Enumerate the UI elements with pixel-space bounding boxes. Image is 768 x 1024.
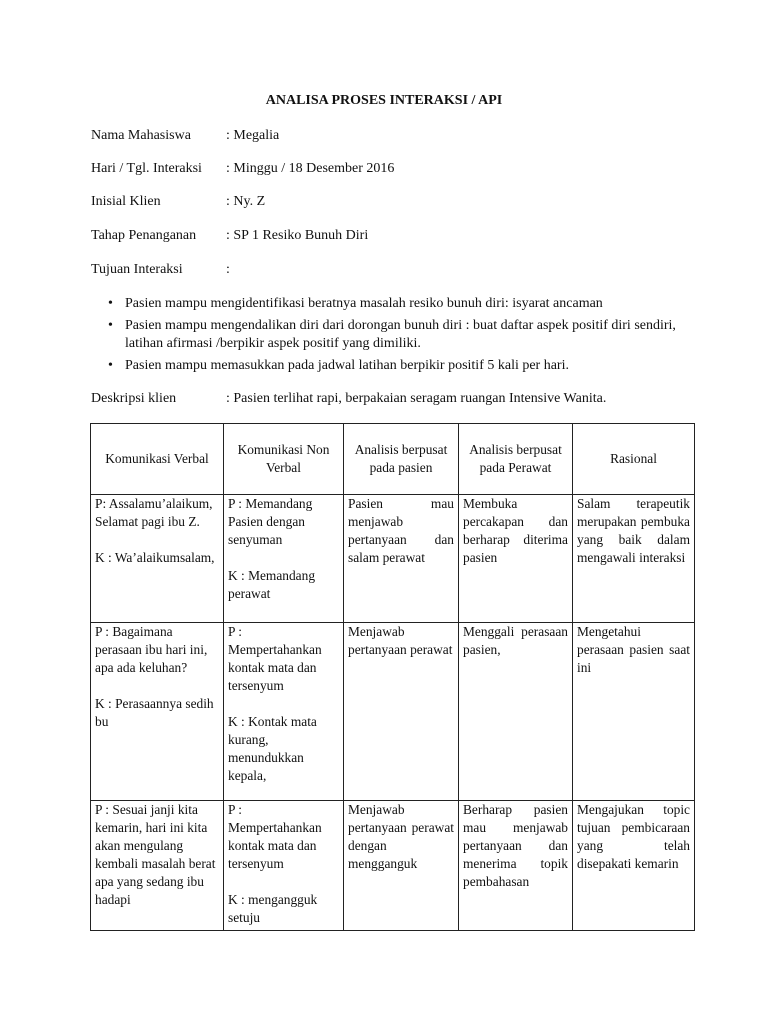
field-label: Nama Mahasiswa xyxy=(91,128,191,143)
list-item xyxy=(108,317,678,353)
field-value: : xyxy=(226,262,230,277)
cell-rasional: Salam terapeutik merupakan pembuka yang baik dalam mengawali interaksi xyxy=(573,495,695,623)
field-label: Tujuan Interaksi xyxy=(91,262,183,277)
cell-analisis-pasien: Menjawab pertanyaan perawat xyxy=(344,623,459,801)
field-label: Inisial Klien xyxy=(91,194,161,209)
table-header-row xyxy=(91,424,695,495)
bullet-icon: • xyxy=(108,358,113,373)
objective-text: Pasien mampu mengidentifikasi beratnya masalah resiko bunuh diri: isyarat ancaman xyxy=(125,296,603,311)
nonverbal-klien: K : mengangguk setuju xyxy=(228,892,318,925)
field-nama-mahasiswa xyxy=(91,128,279,144)
objective-text: Pasien mampu mengendalikan diri dari dorongan bunuh diri : buat daftar aspek positif diri sendiri, latihan afirmasi /berpikir aspek positif yang dimiliki. xyxy=(125,318,676,351)
cell-non-verbal xyxy=(224,495,344,623)
verbal-perawat: P : Sesuai janji kita kemarin, hari ini kita akan mengulang kembali masalah berat apa yang sedang ibu hadapi xyxy=(95,802,216,907)
header-verbal: Komunikasi Verbal xyxy=(91,424,224,495)
description-label: Deskripsi klien xyxy=(91,391,177,406)
cell-rasional: Mengajukan topic tujuan pembicaraan yang telah disepakati kemarin xyxy=(573,801,695,931)
header-analisis-perawat: Analisis berpusat pada Perawat xyxy=(459,424,573,495)
cell-non-verbal xyxy=(224,801,344,931)
nonverbal-klien: K : Memandang perawat xyxy=(228,568,316,601)
cell-rasional: Mengetahui perasaan pasien saat ini xyxy=(573,623,695,801)
cell-non-verbal xyxy=(224,623,344,801)
verbal-klien: K : Wa’alaikumsalam, xyxy=(95,550,215,565)
bullet-icon: • xyxy=(108,296,113,311)
cell-analisis-perawat: Berharap pasien mau menjawab pertanyaan dan menerima topik pembahasan xyxy=(459,801,573,931)
header-non-verbal: Komunikasi Non Verbal xyxy=(224,424,344,495)
field-tujuan-interaksi xyxy=(91,262,230,278)
document-title: ANALISA PROSES INTERAKSI / API xyxy=(265,93,503,108)
objective-text: Pasien mampu memasukkan pada jadwal latihan berpikir positif 5 kali per hari. xyxy=(125,358,569,373)
cell-verbal xyxy=(91,495,224,623)
cell-analisis-perawat: Membuka percakapan dan berharap diterima pasien xyxy=(459,495,573,623)
list-item xyxy=(108,295,678,313)
verbal-perawat: P : Bagaimana perasaan ibu hari ini, apa ada keluhan? xyxy=(95,624,208,675)
field-hari-tanggal xyxy=(91,161,394,177)
nonverbal-klien: K : Kontak mata kurang, menundukkan kepala, xyxy=(228,714,317,783)
list-item xyxy=(108,357,678,375)
nonverbal-perawat: P : Mempertahankan kontak mata dan tersenyum xyxy=(228,802,322,871)
table-row xyxy=(91,623,695,801)
bullet-icon: • xyxy=(108,318,113,333)
field-inisial-klien xyxy=(91,194,265,210)
verbal-klien: K : Perasaannya sedih bu xyxy=(95,696,214,729)
header-analisis-pasien: Analisis berpusat pada pasien xyxy=(344,424,459,495)
client-description xyxy=(91,391,606,407)
field-label: Tahap Penanganan xyxy=(91,228,197,243)
field-label: Hari / Tgl. Interaksi xyxy=(91,161,202,176)
table-row xyxy=(91,801,695,931)
field-value: : Ny. Z xyxy=(226,194,266,209)
nonverbal-perawat: P : Mempertahankan kontak mata dan tersenyum xyxy=(228,624,322,693)
field-value: : Minggu / 18 Desember 2016 xyxy=(226,161,395,176)
table-row xyxy=(91,495,695,623)
verbal-perawat: P: Assalamu’alaikum, Selamat pagi ibu Z. xyxy=(95,496,213,529)
cell-analisis-pasien: Menjawab pertanyaan perawat dengan mengganguk xyxy=(344,801,459,931)
description-value: : Pasien terlihat rapi, berpakaian seragam ruangan Intensive Wanita. xyxy=(226,391,607,406)
cell-analisis-pasien: Pasien mau menjawab pertanyaan dan salam perawat xyxy=(344,495,459,623)
header-rasional: Rasional xyxy=(573,424,695,495)
objective-list xyxy=(108,295,678,379)
field-tahap-penanganan xyxy=(91,228,368,244)
field-value: : SP 1 Resiko Bunuh Diri xyxy=(226,228,369,243)
field-value: : Megalia xyxy=(226,128,280,143)
nonverbal-perawat: P : Memandang Pasien dengan senyuman xyxy=(228,496,313,547)
cell-verbal xyxy=(91,623,224,801)
interaction-table xyxy=(90,423,695,931)
cell-analisis-perawat: Menggali perasaan pasien, xyxy=(459,623,573,801)
cell-verbal xyxy=(91,801,224,931)
